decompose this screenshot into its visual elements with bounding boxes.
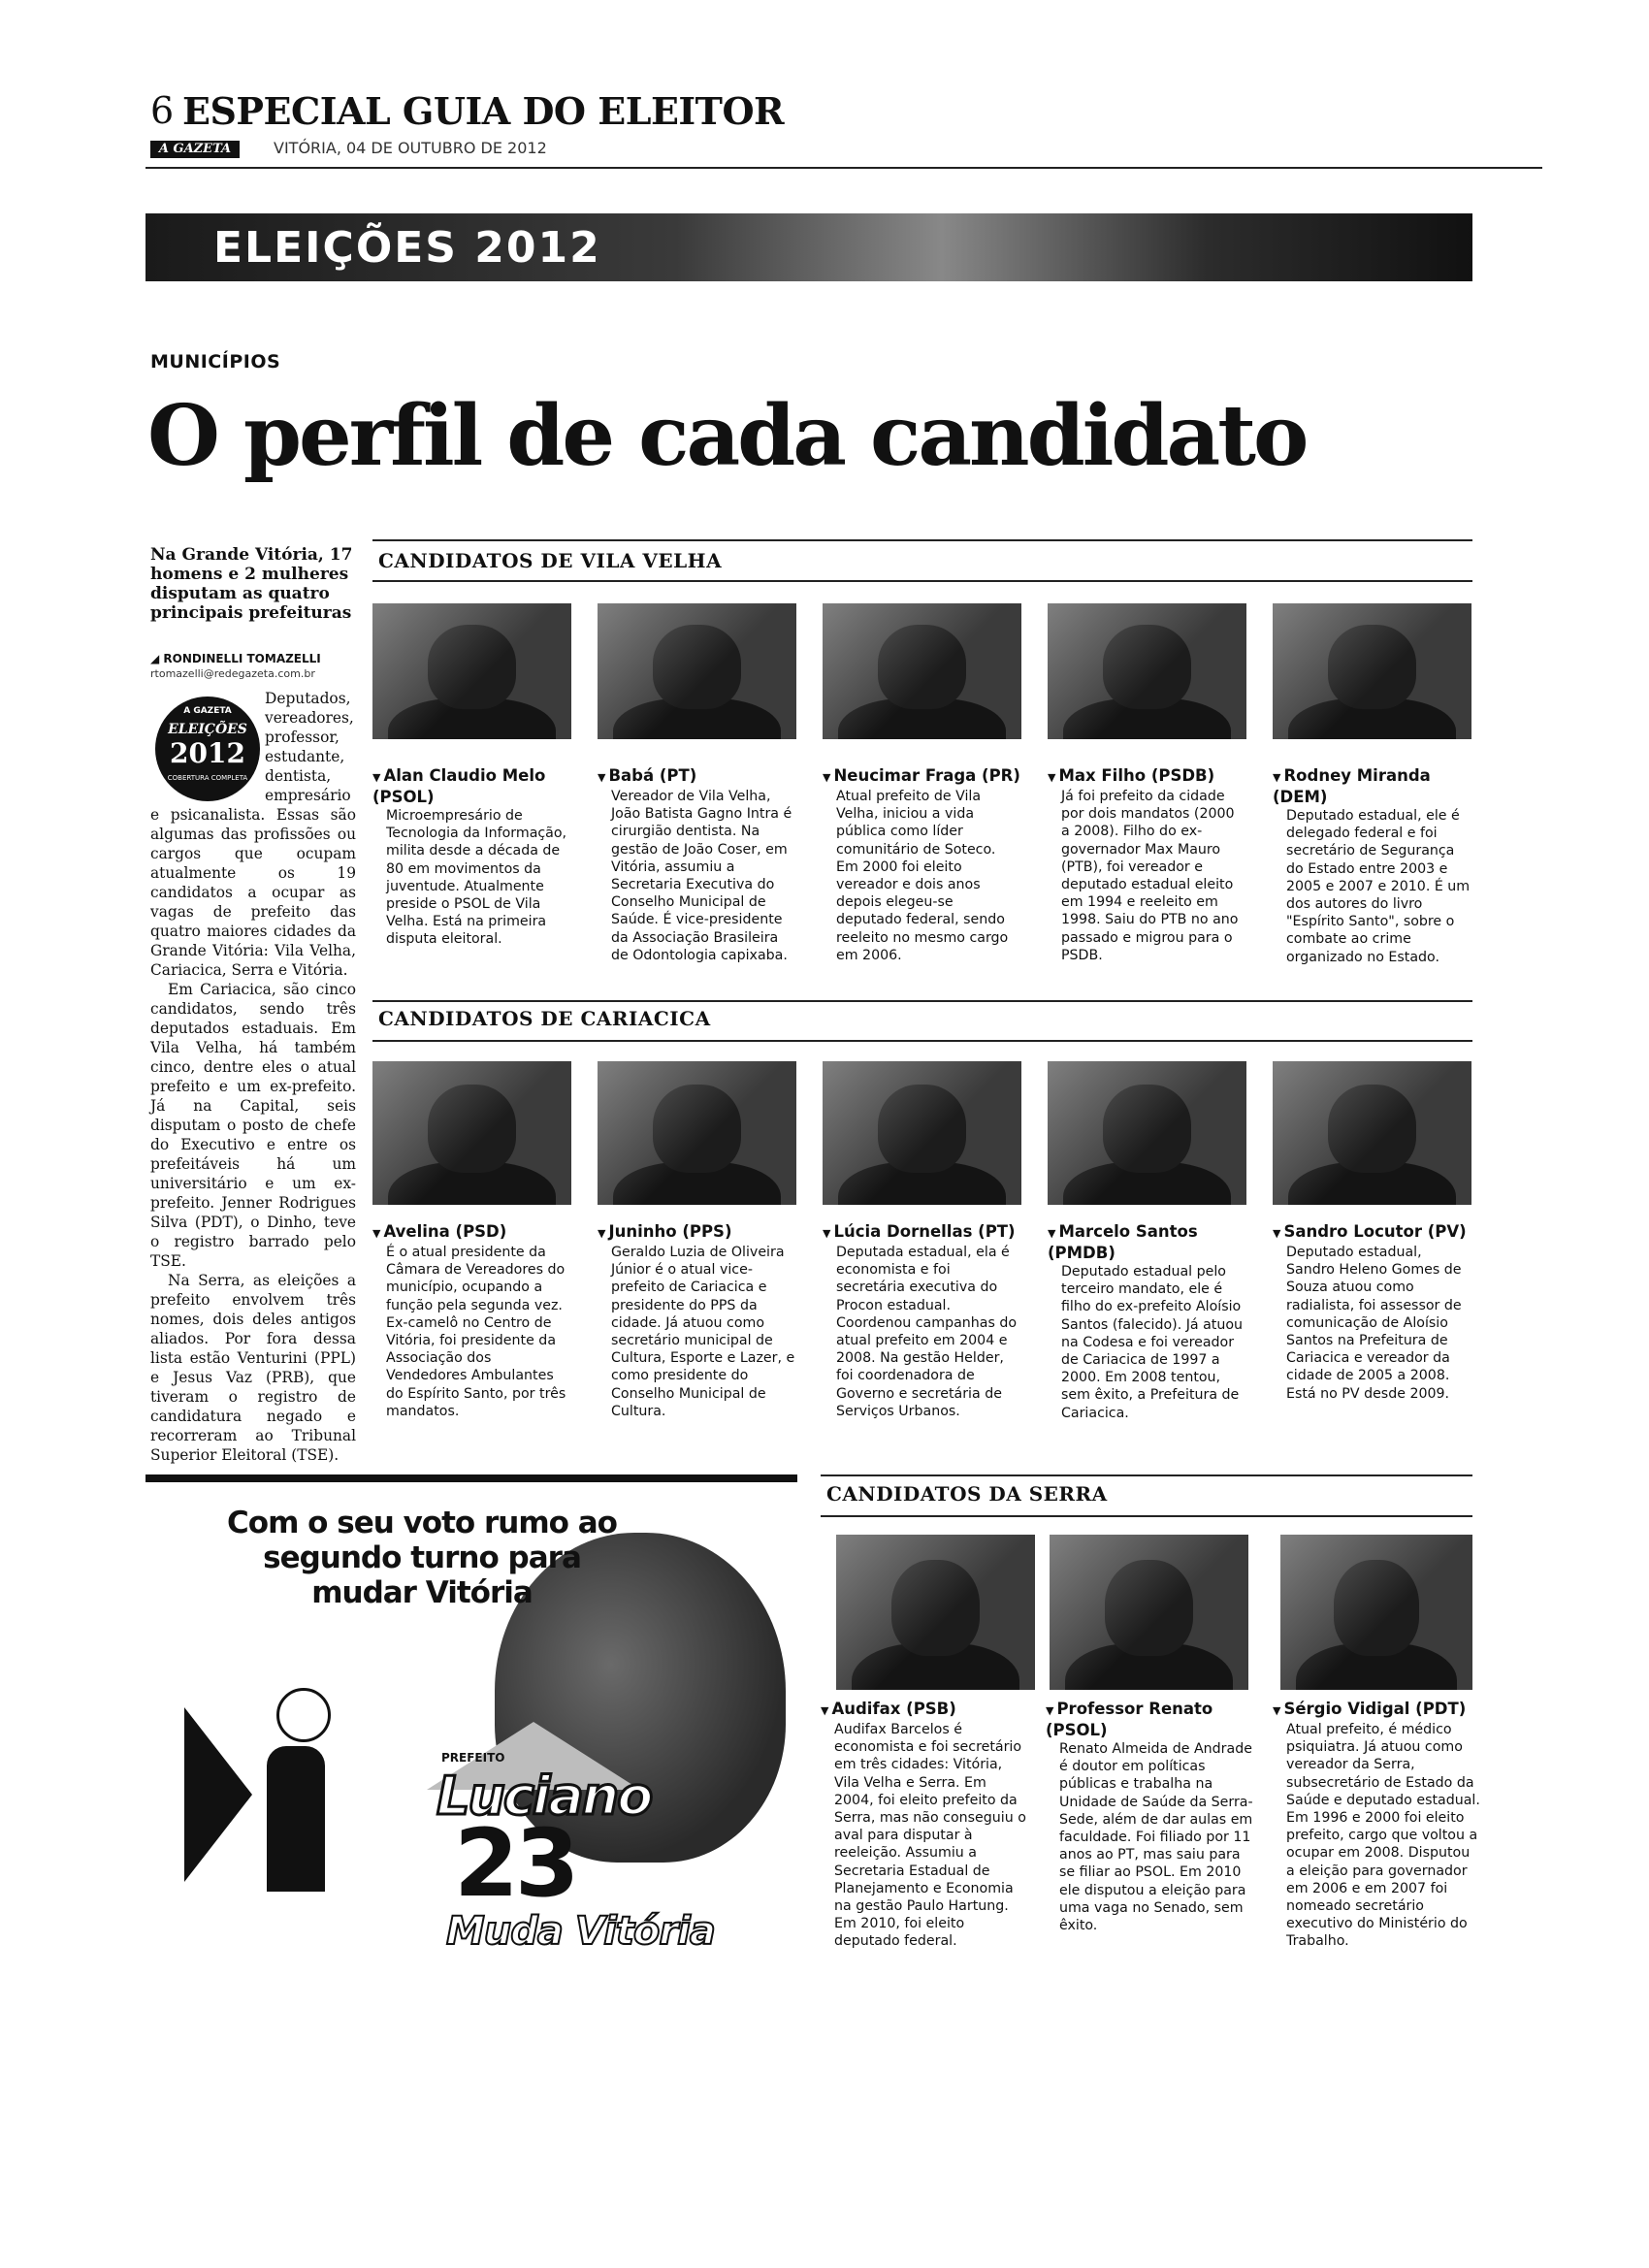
triangle-icon: ▼ [372,771,381,784]
ad-candidate-name: Luciano [436,1766,652,1827]
seal-year: 2012 [170,737,245,769]
candidate-card [372,766,571,949]
candidate-photo [1273,1061,1471,1205]
seal-middle: ELEIÇÕES [168,722,247,737]
candidate-card [372,1222,571,1420]
section-title-vila-velha: CANDIDATOS DE VILA VELHA [378,549,723,572]
ad-illustration [184,1678,349,1911]
headline: O perfil de cada candidato [147,387,1307,485]
candidate-bio: Geraldo Luzia de Oliveira Júnior é o atual vice-prefeito de Cariacica e presidente do PPS da cidade. Já atuou como secretário municipal de Cultura, Esporte e Lazer, e como presidente do Conselho Municipal de Cultura. [611,1245,795,1419]
candidate-photo [1273,603,1471,739]
elections-seal [155,697,260,801]
triangle-icon: ▼ [598,771,606,784]
candidate-name-text: Max Filho (PSDB) [1058,766,1215,785]
candidate-photo [372,603,571,739]
candidate-photo [598,603,796,739]
intro-paragraph: Deputados, vereadores, professor, estudante, dentista, empresário e psicanalista. Essas são algumas das profissões ou cargos que ocupam atualmente os 19 candidatos a ocupar as vagas de prefeito das quatro maiores cidades da Grande Vitória: Vila Velha, Cariacica, Serra e Vitória. [150,690,356,979]
triangle-icon: ▼ [598,1227,606,1240]
section-rule [372,539,1472,541]
candidate-photo [1048,603,1246,739]
header-rule [146,167,1542,169]
candidate-name [1273,766,1471,807]
triangle-icon: ▼ [1273,771,1281,784]
candidate-card [598,1222,796,1420]
banner-text: ELEIÇÕES 2012 [213,223,601,273]
chevron-shape [184,1707,252,1882]
candidate-name [823,766,1021,788]
seal-top: A GAZETA [183,706,232,716]
candidate-name [1046,1700,1254,1740]
candidate-bio: Microempresário de Tecnologia da Informação, milita desde a década de 80 em movimentos da juventude. Atualmente preside o PSOL de Vila Velha. Está na primeira disputa eleitoral. [386,808,567,948]
ad-office: PREFEITO [441,1751,505,1765]
candidate-photo [598,1061,796,1205]
ad-slogan: Com o seu voto rumo ao segundo turno para mudar Vitória [227,1506,617,1610]
triangle-icon: ▼ [823,1227,831,1240]
figure-shape [267,1746,325,1892]
candidate-bio: Vereador de Vila Velha, João Batista Gagno Intra é cirurgião dentista. Na gestão de João Coser, em Vitória, assumiu a Secretaria Executiva do Conselho Municipal de Saúde. É vice-presidente da Associação Brasileira de Odontologia capixaba. [611,789,792,963]
candidate-name [372,766,571,807]
candidate-name [1273,1700,1481,1721]
candidate-name-text: Neucimar Fraga (PR) [833,766,1020,785]
candidate-photo [1048,1061,1246,1205]
author-email: rtomazelli@redegazeta.com.br [150,667,315,680]
triangle-icon: ▼ [1273,1704,1281,1717]
triangle-icon: ▼ [372,1227,381,1240]
candidate-card [1273,766,1471,966]
candidate-photo [1280,1535,1472,1690]
candidate-name [1048,1222,1246,1263]
candidate-name-text: Babá (PT) [608,766,697,785]
candidate-name-text: Lúcia Dornellas (PT) [833,1222,1016,1241]
campaign-ad [146,1474,797,2018]
candidate-photo [823,603,1021,739]
byline: ◢ RONDINELLI TOMAZELLI [150,652,321,665]
seal-bottom: COBERTURA COMPLETA [167,774,248,782]
candidate-card [1048,1222,1246,1422]
candidate-bio: Atual prefeito de Vila Velha, iniciou a vida pública como líder comunitário de Soteco. Em 2000 foi eleito vereador e dois anos depois elegeu-se deputado federal, sendo reeleito no mesmo cargo em 2006. [836,789,1009,963]
candidate-bio: Renato Almeida de Andrade é doutor em políticas públicas e trabalha na Unidade de Saúde da Serra-Sede, além de dar aulas em faculdade. Foi filiado por 11 anos ao PT, mas saiu para se filiar ao PSOL. Em 2010 ele disputou a eleição para uma vaga no Senado, sem êxito. [1059,1741,1253,1934]
triangle-icon: ▼ [823,771,831,784]
candidate-name-text: Audifax (PSB) [831,1700,956,1718]
ad-top-rule [146,1474,797,1482]
candidate-name-text: Marcelo Santos (PMDB) [1048,1222,1198,1262]
intro-body [150,689,356,1465]
section-title-cariacica: CANDIDATOS DE CARIACICA [378,1007,711,1030]
candidate-name [823,1222,1021,1244]
candidate-name-text: Rodney Miranda (DEM) [1273,766,1431,806]
candidate-bio: É o atual presidente da Câmara de Vereadores do município, ocupando a função pela segunda vez. Ex-camelô no Centro de Vitória, foi presidente da Associação dos Vendedores Ambulantes do Espírito Santo, por três mandatos. [386,1245,566,1419]
candidate-card [1046,1700,1254,1934]
triangle-icon: ▼ [821,1704,829,1717]
section-title: ESPECIAL GUIA DO ELEITOR [182,89,785,133]
ad-candidate-number: 23 [454,1809,576,1918]
candidate-photo [823,1061,1021,1205]
section-rule [372,1040,1472,1042]
triangle-icon: ▼ [1046,1704,1054,1717]
intro-paragraph: Na Serra, as eleições a prefeito envolvem três nomes, dois deles antigos aliados. Por fora dessa lista estão Venturini (PPL) e Jesus Vaz (PRB), que tiveram o registro de candidatura negado e recorreram ao Tribunal Superior Eleitoral (TSE). [150,1272,356,1464]
candidate-card [823,766,1021,964]
candidate-name-text: Sérgio Vidigal (PDT) [1283,1700,1467,1718]
candidate-card [598,766,796,964]
candidate-bio: Audifax Barcelos é economista e foi secretário em três cidades: Vitória, Vila Velha e Serra. Em 2004, foi eleito prefeito da Serra, mas não conseguiu o aval para disputar à reeleição. Assumiu a Secretaria Estadual de Planejamento e Economia na gestão Paulo Hartung. Em 2010, foi eleito deputado federal. [834,1722,1026,1950]
deck: Na Grande Vitória, 17 homens e 2 mulheres disputam as quatro principais prefeituras [150,545,353,623]
candidate-name [1273,1222,1471,1244]
candidate-bio: Deputado estadual pelo terceiro mandato, ele é filho do ex-prefeito Aloísio Santos (falecido). Já atuou na Codesa e foi vereador de Cariacica de 1997 a 2000. Em 2008 tentou, sem êxito, a Prefeitura de Cariacica. [1061,1264,1244,1421]
candidate-name [598,766,796,788]
candidate-name [372,1222,571,1244]
candidate-card [823,1222,1021,1420]
candidate-name-text: Alan Claudio Melo (PSOL) [372,766,546,806]
candidate-photo [372,1061,571,1205]
elections-banner [146,213,1472,281]
candidate-bio: Deputado estadual, Sandro Heleno Gomes de Souza atuou como radialista, foi assessor de comunicação de Aloísio Santos na Prefeitura de Cariacica e vereador da cidade de 2005 a 2008. Está no PV desde 2009. [1286,1245,1462,1402]
triangle-icon: ▼ [1048,771,1056,784]
byline-name: RONDINELLI TOMAZELLI [163,652,321,665]
triangle-icon: ▼ [1273,1227,1281,1240]
page-number: 6 [150,89,175,132]
candidate-card [1273,1700,1481,1951]
section-title-serra: CANDIDATOS DA SERRA [826,1482,1108,1506]
kicker: MUNICÍPIOS [150,351,281,373]
candidate-name [821,1700,1029,1721]
candidate-photo [836,1535,1035,1690]
candidate-name-text: Professor Renato (PSOL) [1046,1700,1213,1739]
candidate-bio: Deputado estadual, ele é delegado federal e foi secretário de Segurança do Estado entre 2003 e 2005 e 2007 e 2010. É um dos autores do livro "Espírito Santo", sobre o combate ao crime organizado no Estado. [1286,808,1471,965]
ad-tagline: Muda Vitória [446,1909,715,1954]
ball-shape [276,1688,331,1742]
triangle-icon: ▼ [1048,1227,1056,1240]
candidate-photo [1050,1535,1248,1690]
dateline: VITÓRIA, 04 DE OUTUBRO DE 2012 [274,139,547,157]
intro-paragraph: Em Cariacica, são cinco candidatos, sendo três deputados estaduais. Em Vila Velha, há também cinco, dentre eles o atual prefeito e um ex-prefeito. Já na Capital, seis disputam o posto de chefe do Executivo e entre os prefeitáveis há um universitário e um ex-prefeito. Jenner Rodrigues Silva (PDT), o Dinho, teve o registro barrado pelo TSE. [150,981,356,1270]
candidate-name-text: Avelina (PSD) [383,1222,507,1241]
candidate-card [821,1700,1029,1951]
section-rule [372,1000,1472,1002]
candidate-card [1273,1222,1471,1403]
candidate-bio: Atual prefeito, é médico psiquiatra. Já atuou como vereador da Serra, subsecretário de Estado da Saúde e deputado estadual. Em 1996 e 2000 foi eleito prefeito, cargo que voltou a ocupar em 2008. Disputou a eleição para governador em 2006 e em 2007 foi nomeado secretário executivo do Ministério do Trabalho. [1286,1722,1480,1950]
candidate-bio: Deputada estadual, ela é economista e foi secretária executiva do Procon estadual. Coordenou campanhas do atual prefeito em 2004 e 2008. Na gestão Helder, foi coordenadora de Governo e secretária de Serviços Urbanos. [836,1245,1018,1419]
section-rule [821,1474,1472,1476]
candidate-name [598,1222,796,1244]
candidate-name-text: Juninho (PPS) [608,1222,732,1241]
candidate-card [1048,766,1246,964]
candidate-name-text: Sandro Locutor (PV) [1283,1222,1467,1241]
candidate-bio: Já foi prefeito da cidade por dois mandatos (2000 a 2008). Filho do ex-governador Max Mauro (PTB), foi vereador e deputado estadual eleito em 1994 e reeleito em 1998. Saiu do PTB no ano passado e migrou para o PSDB. [1061,789,1239,963]
newspaper-logo: A GAZETA [150,141,240,158]
section-rule [372,580,1472,582]
candidate-name [1048,766,1246,788]
section-rule [821,1515,1472,1517]
